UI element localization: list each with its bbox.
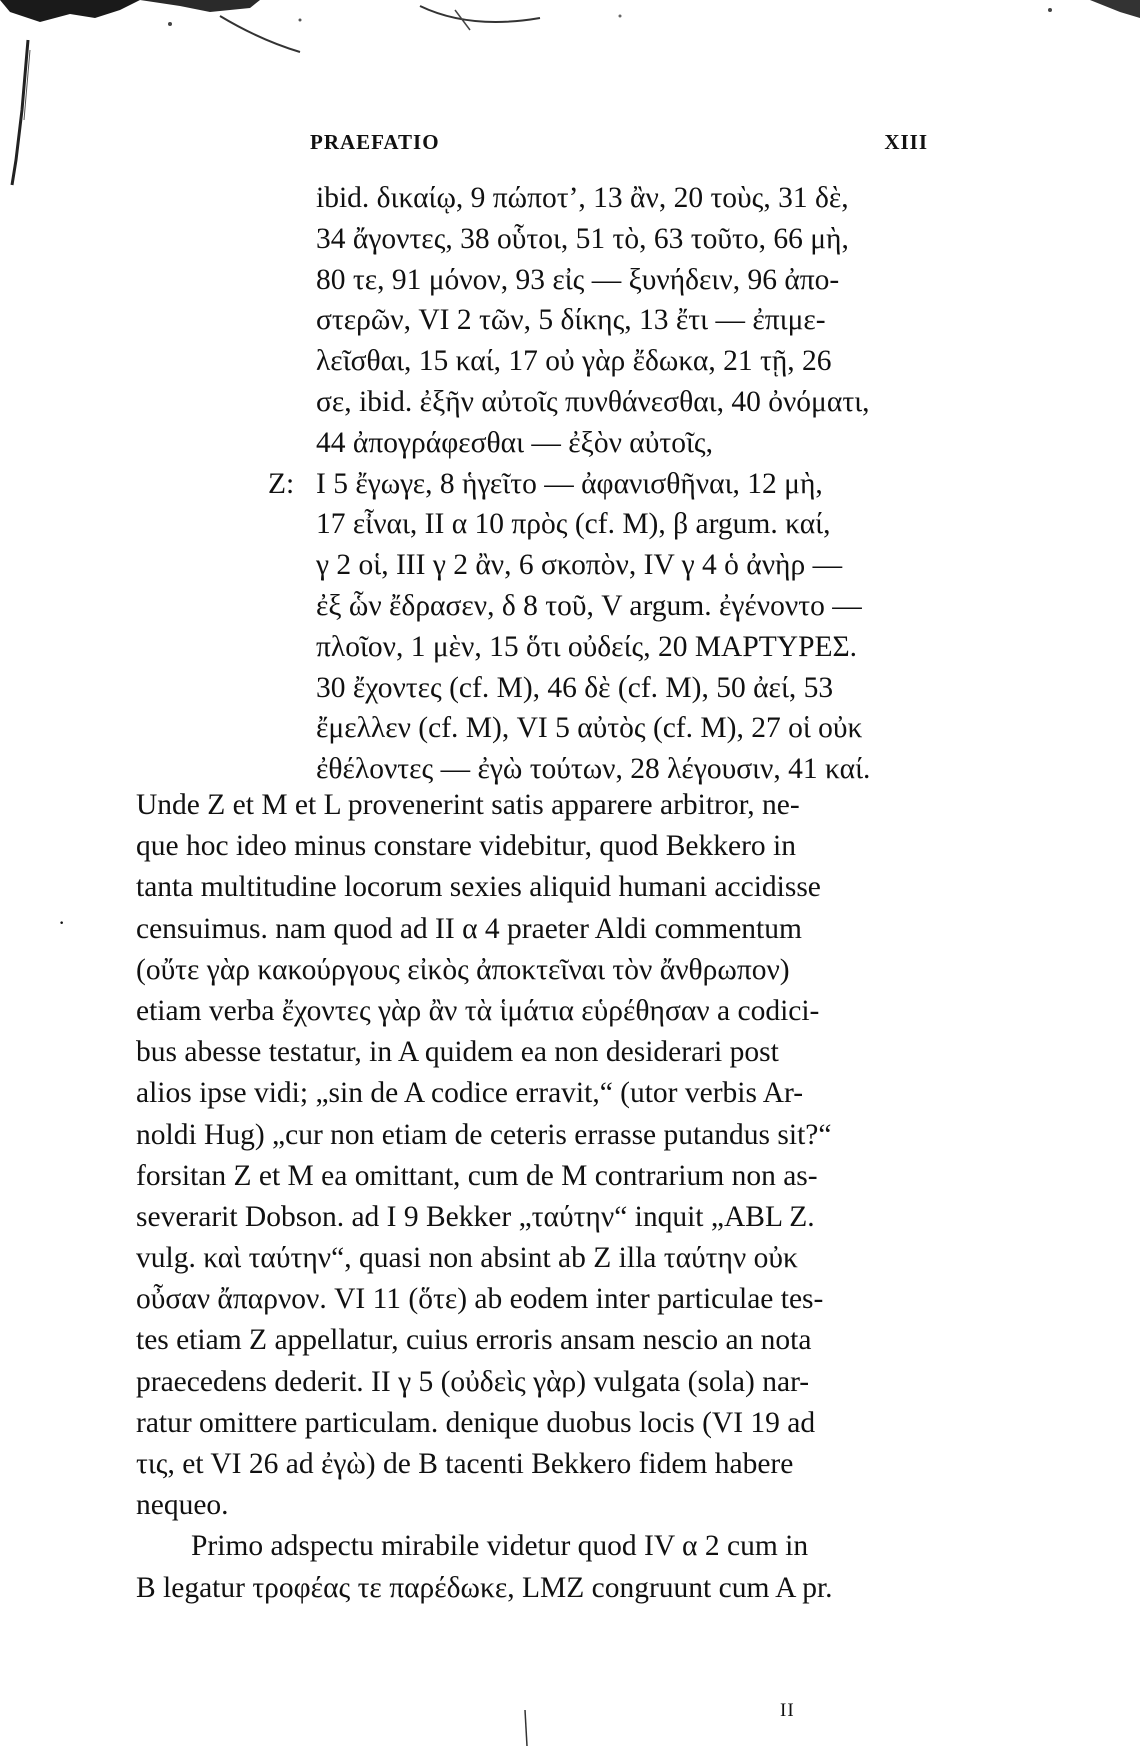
scan-left-edge [0, 30, 40, 190]
body-line: etiam verba ἔχοντες γὰρ ἂν τὰ ἱμάτια εὑρέθησαν a codici- [136, 994, 820, 1027]
collation-line: 30 ἔχοντες (cf. M), 46 δὲ (cf. M), 50 ἀεί, 53 [316, 671, 834, 704]
running-title: PRAEFATIO [310, 130, 440, 154]
body-line: Primo adspectu mirabile videtur quod IV α 2 cum in [191, 1530, 809, 1563]
collation-line: 34 ἄγοντες, 38 οὗτοι, 51 τὸ, 63 τοῦτο, 66 μὴ, [316, 222, 849, 255]
page-number: XIII [884, 130, 928, 154]
collation-line: ἐξ ὧν ἔδρασεν, δ 8 τοῦ, V argum. ἐγένοντο — [316, 589, 862, 622]
collation-line: 17 εἶναι, II α 10 πρὸς (cf. M), β argum. καί, [316, 508, 831, 541]
siglum-z-label: Z: [268, 467, 295, 500]
collation-line: στερῶν, VI 2 τῶν, 5 δίκης, 13 ἔτι — ἐπιμε- [316, 304, 826, 337]
margin-mark: · [58, 910, 66, 935]
body-line: B legatur τροφέας τε παρέδωκε, LMZ congruunt cum A pr. [136, 1571, 833, 1604]
siglum-z [136, 464, 316, 505]
collation-line-z [136, 464, 936, 505]
body-line: vulg. καὶ ταύτην“, quasi non absint ab Z illa ταύτην οὐκ [136, 1242, 798, 1275]
bottom-scan-mark [523, 1710, 529, 1746]
body-line: que hoc ideo minus constare videbitur, quod Bekkero in [136, 830, 796, 863]
collation-line: ibid. δικαίῳ, 9 πώποτ’, 13 ἂν, 20 τοὺς, 31 δὲ, [316, 182, 849, 214]
scan-top-edge [0, 0, 1140, 60]
body-text [136, 785, 936, 1609]
body-line: οὖσαν ἄπαρνον. VI 11 (ὅτε) ab eodem inter particulae tes- [136, 1283, 824, 1316]
collation-line: σε, ibid. ἐξῆν αὐτοῖς πυνθάνεσθαι, 40 ὀνόματι, [316, 385, 870, 418]
body-line: forsitan Z et M ea omittant, cum de M contrarium non as- [136, 1159, 818, 1192]
running-header [136, 130, 936, 160]
body-line: severarit Dobson. ad I 9 Bekker „ταύτην“ inquit „ABL Z. [136, 1200, 815, 1233]
body-line: censuimus. nam quod ad II α 4 praeter Aldi commentum [136, 912, 802, 945]
body-line: tes etiam Z appellatur, cuius erroris ansam nescio an nota [136, 1324, 812, 1357]
collation-line: ἐθέλοντες — ἐγὼ τούτων, 28 λέγουσιν, 41 καί. [316, 753, 871, 786]
collation-line: 80 τε, 91 μόνον, 93 εἰς — ξυνήδειν, 96 ἀπο- [316, 263, 840, 296]
body-line: alios ipse vidi; „sin de A codice erravit,“ (utor verbis Ar- [136, 1077, 804, 1110]
body-line: Unde Z et M et L provenerint satis apparere arbitror, ne- [136, 789, 800, 821]
collation-line: ἔμελλεν (cf. M), VI 5 αὐτὸς (cf. M), 27 οἱ οὐκ [316, 712, 863, 745]
collation-line: 44 ἀπογράφεσθαι — ἐξὸν αὐτοῖς, [316, 426, 713, 459]
collation-line: λεῖσθαι, 15 καί, 17 οὐ γὰρ ἔδωκα, 21 τῇ, 26 [316, 345, 832, 378]
collation-line: γ 2 οἱ, III γ 2 ἂν, 6 σκοπὸν, IV γ 4 ὁ ἀνὴρ — [316, 549, 843, 582]
body-line: noldi Hug) „cur non etiam de ceteris errasse putandus sit?“ [136, 1118, 832, 1151]
body-line: tanta multitudine locorum sexies aliquid humani accidisse [136, 871, 821, 904]
body-line: ratur omittere particulam. denique duobus locis (VI 19 ad [136, 1406, 816, 1439]
signature-mark: II [780, 1700, 795, 1721]
body-line: bus abesse testatur, in A quidem ea non desiderari post [136, 1036, 779, 1069]
collation-line: πλοῖον, 1 μὲν, 15 ὅτι οὐδείς, 20 ΜΑΡΤΥΡΕΣ. [316, 630, 858, 663]
body-line: nequeo. [136, 1489, 229, 1522]
body-line: (οὔτε γὰρ κακούργους εἰκὸς ἀποκτεῖναι τὸν ἄνθρωπον) [136, 953, 790, 986]
collation-line-z-text: I 5 ἔγωγε, 8 ἡγεῖτο — ἀφανισθῆναι, 12 μὴ, [316, 467, 823, 500]
body-line: τις, et VI 26 ad ἐγὼ) de B tacenti Bekkero fidem habere [136, 1448, 794, 1480]
body-line: praecedens dederit. II γ 5 (οὐδεὶς γὰρ) vulgata (sola) nar- [136, 1365, 810, 1398]
collation-block [136, 178, 936, 790]
